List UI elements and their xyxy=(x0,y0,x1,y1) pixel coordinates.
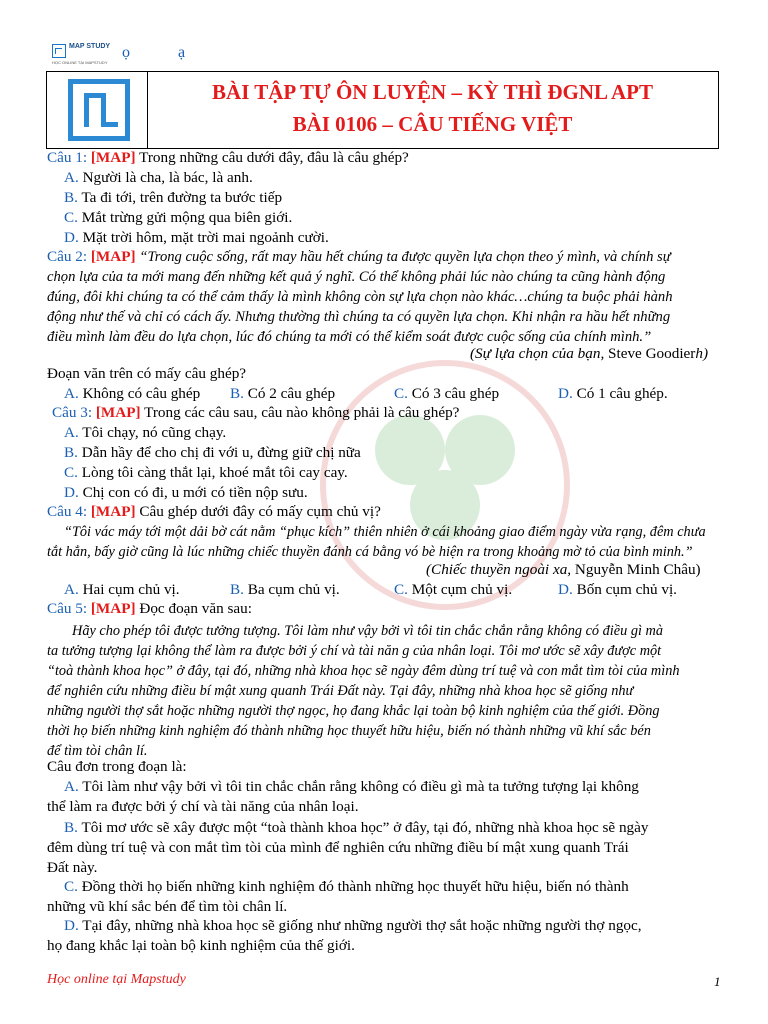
question-tag: [MAP] xyxy=(90,149,136,166)
passage-line: Hãy cho phép tôi được tưởng tượng. Tôi làm như vậy bởi vì tôi tin chắc chắn rằng không có điều gì mà xyxy=(72,623,664,639)
document-subtitle: BÀI 0106 – CÂU TIẾNG VIỆT xyxy=(292,112,573,136)
passage-line: những người thợ sắt hoặc những người thợ ngọc, họ đang khắc lại toàn bộ kinh nghiệm của thế giới. Đồng xyxy=(47,703,660,719)
question-tag: [MAP] xyxy=(90,503,136,520)
question-label: Câu 1: xyxy=(47,149,88,166)
passage-source: (Sự lựa chọn của bạn, Steve Goodierh) xyxy=(470,345,709,362)
question-prompt: Đoạn văn trên có mấy câu ghép? xyxy=(47,365,247,382)
question-3 xyxy=(52,403,459,423)
question-5 xyxy=(47,599,252,619)
passage-line: để tìm tòi chân lí. xyxy=(47,743,148,759)
m-logo-icon xyxy=(68,79,130,141)
option-d[interactable]: D. Tại đây, những nhà khoa học sẽ giống như những người thợ sắt hoặc những người thợ ngọc, xyxy=(64,917,642,934)
passage-line: đúng, đôi khi chúng ta có thể cảm thấy là mình không còn sự lựa chọn nào khác…chúng ta buộc phải hành xyxy=(47,289,673,305)
option-a[interactable]: A. Người là cha, là bác, là anh. xyxy=(64,169,253,186)
passage-line: thời họ biến những kinh nghiệm đó thành những học thuyết hữu hiệu, biến nó thành những vũ khí sắc bén xyxy=(47,723,651,739)
passage-line: chọn lựa của ta mới mang đến những kết quả ý nghĩ. Có thể không phải lúc nào chúng ta cũng hành động xyxy=(47,269,666,285)
question-4 xyxy=(47,502,381,522)
option-b[interactable]: B. Dẫn hầy để cho chị đi với u, đừng giữ chị nữa xyxy=(64,444,361,461)
option-d-cont: họ đang khắc lại toàn bộ kinh nghiệm của thế giới. xyxy=(47,937,355,954)
question-tag: [MAP] xyxy=(90,248,136,265)
passage-line: “Trong cuộc sống, rất may hầu hết chúng ta được quyền lựa chọn theo ý mình, và chính sự xyxy=(139,249,671,265)
passage-line: “Tôi vác máy tới một dải bờ cát nằm “phục kích” thiên nhiên ở cái khoảng giao điểm ngày vừa rạng, đêm chưa xyxy=(64,524,706,540)
question-text: Trong những câu dưới đây, đâu là câu ghép? xyxy=(135,149,409,166)
passage-line: ta tưởng tượng lại không thể làm ra được bởi ý chí và tài năn g của nhân loại. Tôi mơ ước sẽ xây được một xyxy=(47,643,662,659)
option-d[interactable]: D. Mặt trời hôm, mặt trời mai ngoảnh cười. xyxy=(64,229,329,246)
option-c-cont: những vũ khí sắc bén để tìm tòi chân lí. xyxy=(47,898,288,915)
header-dot: ạ xyxy=(178,44,186,61)
passage-line: động như thế và chỉ có cách ấy. Nhưng thường thì chúng ta có quyền lựa chọn. Khi nhận ra hầu hết những xyxy=(47,309,671,325)
page-number: 1 xyxy=(714,974,721,989)
passage-line: để nghiên cứu những điều bí mật xung quanh Trái Đất này. Tại đây, những nhà khoa học sẽ giống như xyxy=(47,683,634,699)
logo-text: MAP STUDY xyxy=(69,43,111,50)
logo-mark-icon xyxy=(52,44,66,58)
option-b-cont: đêm dùng trí tuệ và con mắt tìm tòi của mình để nghiên cứu những điều bí mật xung quanh Trái xyxy=(47,839,629,856)
question-text: Trong các câu sau, câu nào không phải là câu ghép? xyxy=(140,404,460,421)
option-b[interactable]: B. Ba cụm chủ vị. xyxy=(230,581,340,598)
option-a[interactable]: A. Tôi làm như vậy bởi vì tôi tin chắc chắn rằng không có điều gì mà ta tưởng tượng lại không xyxy=(64,778,639,795)
header-dot: ọ xyxy=(122,44,130,61)
option-c[interactable]: C. Có 3 câu ghép xyxy=(394,385,500,402)
passage-line: “toà thành khoa học” ở đây, tại đó, những nhà khoa học sẽ ngày đêm dùng trí tuệ và con mắt tìm tòi của mình xyxy=(47,663,680,679)
brand-bar xyxy=(52,42,352,66)
option-d[interactable]: D. Có 1 câu ghép. xyxy=(558,385,668,402)
option-a-cont: thể làm ra được bởi ý chí và tài năng của nhân loại. xyxy=(47,798,359,815)
option-b-cont: Đất này. xyxy=(47,859,98,876)
document-title: BÀI TẬP TỰ ÔN LUYỆN – KỲ THÌ ĐGNL APT xyxy=(212,80,653,104)
option-b[interactable]: B. Tôi mơ ước sẽ xây được một “toà thành khoa học” ở đây, tại đó, những nhà khoa học sẽ ngày xyxy=(64,819,649,836)
option-a[interactable]: A. Tôi chạy, nó cũng chạy. xyxy=(64,424,227,441)
option-c[interactable]: C. Mắt trừng gửi mộng qua biên giới. xyxy=(64,209,293,226)
option-b[interactable]: B. Có 2 câu ghép xyxy=(230,385,336,402)
question-1 xyxy=(47,148,409,168)
option-d[interactable]: D. Bốn cụm chủ vị. xyxy=(558,581,677,598)
question-label: Câu 2: xyxy=(47,248,88,265)
option-a[interactable]: A. Không có câu ghép xyxy=(64,385,201,402)
passage-line: điều mình làm đều do lựa chọn, lúc đó chúng ta mới có thể kiểm soát được cuộc sống của chính mình.” xyxy=(47,329,652,345)
question-tag: [MAP] xyxy=(95,404,141,421)
option-c[interactable]: C. Đồng thời họ biến những kinh nghiệm đó thành những học thuyết hữu hiệu, biến nó thành xyxy=(64,878,629,895)
option-b[interactable]: B. Ta đi tới, trên đường ta bước tiếp xyxy=(64,189,283,206)
option-a[interactable]: A. Hai cụm chủ vị. xyxy=(64,581,180,598)
question-label: Câu 5: xyxy=(47,600,88,617)
mapstudy-logo[interactable] xyxy=(52,42,112,66)
question-text: Câu ghép dưới đây có mấy cụm chủ vị? xyxy=(135,503,381,520)
passage-line: tắt hẳn, bấy giờ cũng là lúc những chiếc thuyền đánh cá bằng vó bè hiện ra trong khoảng mờ tỏ của bình minh.” xyxy=(47,544,693,560)
option-c[interactable]: C. Lòng tôi càng thắt lại, khoé mắt tôi cay cay. xyxy=(64,464,348,481)
question-prompt: Câu đơn trong đoạn là: xyxy=(47,758,187,775)
logo-tagline: HỌC ONLINE TẠI MAPSTUDY xyxy=(52,60,108,65)
footer-link[interactable]: Học online tại Mapstudy xyxy=(47,972,186,987)
question-label: Câu 3: xyxy=(52,404,93,421)
question-text: Đọc đoạn văn sau: xyxy=(135,600,252,617)
passage-source: (Chiếc thuyền ngoài xa, Nguyễn Minh Châu) xyxy=(426,561,701,578)
option-c[interactable]: C. Một cụm chủ vị. xyxy=(394,581,513,598)
option-d[interactable]: D. Chị con có đi, u mới có tiền nộp sưu. xyxy=(64,484,308,501)
header-logo xyxy=(47,72,148,148)
document-header xyxy=(46,71,719,149)
question-2 xyxy=(47,247,671,267)
question-label: Câu 4: xyxy=(47,503,88,520)
question-tag: [MAP] xyxy=(90,600,136,617)
